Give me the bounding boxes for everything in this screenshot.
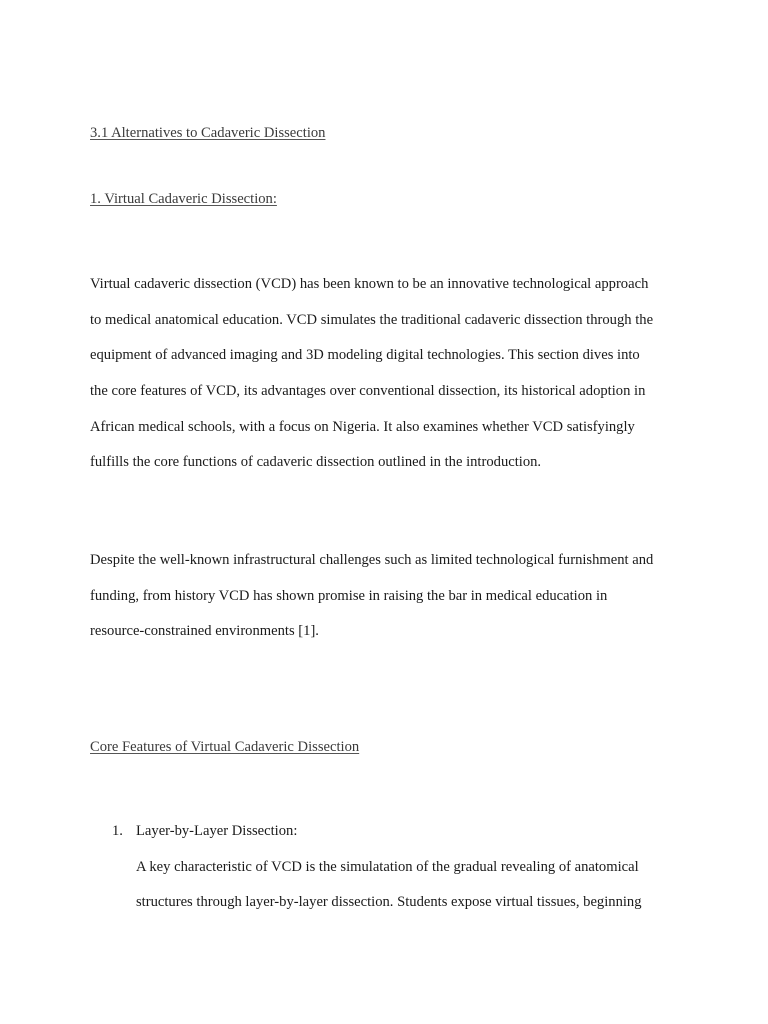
paragraph-line: fulfills the core functions of cadaveric dissection outlined in the introduction.	[90, 454, 542, 470]
list-item-number: 1.	[112, 823, 123, 839]
list-item-title: Layer-by-Layer Dissection:	[136, 823, 298, 839]
list-item-body-line: structures through layer-by-layer dissection. Students expose virtual tissues, beginning	[136, 894, 642, 910]
core-features-heading: Core Features of Virtual Cadaveric Dissection	[90, 739, 360, 755]
paragraph-line: Virtual cadaveric dissection (VCD) has been known to be an innovative technological approach	[90, 276, 649, 292]
section-title: 3.1 Alternatives to Cadaveric Dissection	[90, 125, 326, 141]
paragraph-line: African medical schools, with a focus on Nigeria. It also examines whether VCD satisfyingly	[90, 419, 635, 435]
subsection-title: 1. Virtual Cadaveric Dissection:	[90, 191, 277, 207]
paragraph-line: the core features of VCD, its advantages over conventional dissection, its historical adoption in	[90, 383, 646, 399]
list-item-body-line: A key characteristic of VCD is the simulatation of the gradual revealing of anatomical	[136, 859, 639, 875]
paragraph-line: Despite the well-known infrastructural challenges such as limited technological furnishment and	[90, 552, 654, 568]
paragraph-line: funding, from history VCD has shown promise in raising the bar in medical education in	[90, 588, 608, 604]
paragraph-line: to medical anatomical education. VCD simulates the traditional cadaveric dissection through the	[90, 312, 654, 328]
paragraph-line: resource-constrained environments [1].	[90, 623, 319, 639]
paragraph-line: equipment of advanced imaging and 3D modeling digital technologies. This section dives into	[90, 347, 640, 363]
